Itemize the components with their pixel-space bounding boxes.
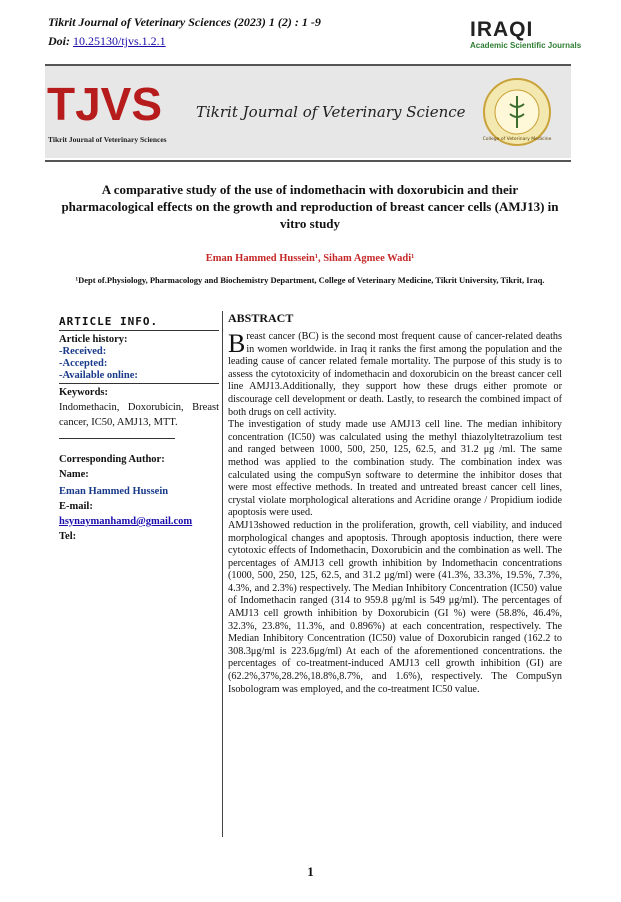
article-history-label: Article history: bbox=[59, 334, 128, 345]
abstract-section bbox=[228, 311, 562, 696]
article-info-panel bbox=[59, 315, 219, 544]
iraqi-journals-logo bbox=[470, 20, 590, 60]
doi-line bbox=[48, 34, 166, 49]
corresponding-author-name: Eman Hammed Hussein bbox=[59, 486, 169, 497]
seal-caption: College of Veterinary Medicine bbox=[482, 137, 552, 142]
column-divider bbox=[222, 311, 223, 837]
iraqi-logo-subtitle: Academic Scientific Journals bbox=[470, 41, 582, 50]
abstract-paragraph-2: The investigation of study made use AMJ13 cell line. The median inhibitory concentration (IC50) was calculated using the methyl thiazolyltetrazolium test and ranged between 1000, 500, 250, 125, 62.5, and 31.2 μg /ml. The same method was applied to the combination study. The combination index was calculated using the compuSyn software to determine the inhibitor doses that were most effective methods. In treated and untreated breast cancer cell lines, crystal violate morphological alterations and Acridine orange / Propidium iodide apoptosis were used. bbox=[228, 419, 562, 519]
journal-citation: Tikrit Journal of Veterinary Sciences (2023) 1 (2) : 1 -9 bbox=[48, 15, 321, 29]
corresponding-author-email[interactable]: hsynaymanhamd@gmail.com bbox=[59, 516, 193, 527]
iraqi-logo-word: IRAQI bbox=[470, 18, 534, 41]
keywords-label: Keywords: bbox=[59, 387, 108, 398]
university-seal-icon bbox=[482, 74, 552, 150]
page-number: 1 bbox=[307, 864, 314, 879]
abstract-dropcap: B bbox=[228, 329, 246, 358]
email-label: E-mail: bbox=[59, 501, 93, 512]
tel-label: Tel: bbox=[59, 531, 77, 542]
header-rule-bottom bbox=[45, 160, 571, 162]
article-title: A comparative study of the use of indomethacin with doxorubicin and their pharmacological effects on the growth and reproduction of breast cancer cells (AMJ13) in vitro study bbox=[61, 182, 559, 231]
article-affiliation: ¹Dept of.Physiology, Pharmacology and Biochemistry Department, College of Veterinary Medicine, Tikrit University, Tikrit, Iraq. bbox=[75, 275, 545, 285]
history-received: -Received: bbox=[59, 346, 107, 357]
history-divider bbox=[59, 383, 219, 384]
tjvs-logo-caption: Tikrit Journal of Veterinary Sciences bbox=[48, 135, 167, 144]
name-label: Name: bbox=[59, 469, 89, 480]
abstract-paragraph-1-text: reast cancer (BC) is the second most frequent cause of cancer-related deaths in women worldwide. in Iraq it ranks the first among the population and the leading cause of cancer related female mortality. The purpose of this study is to assess the cytotoxicity of indomethacin and doxorubicin on the breast cancer cell line AMJ13.Additionally, they support how these drugs either promote or discourage cell development or death. Lastly, to research the combined impact of both drugs on cell activity. bbox=[228, 331, 562, 418]
article-info-heading: ARTICLE INFO. bbox=[59, 315, 219, 331]
article-authors: Eman Hammed Hussein¹, Siham Agmee Wadi¹ bbox=[205, 253, 415, 264]
doi-label: Doi: bbox=[48, 34, 70, 48]
keywords-divider bbox=[59, 438, 175, 439]
tjvs-logo-icon bbox=[45, 70, 167, 152]
history-accepted: -Accepted: bbox=[59, 358, 108, 369]
keywords-list: Indomethacin, Doxorubicin, Breast cancer, IC50, AMJ13, MTT. bbox=[59, 402, 219, 428]
corresponding-author-label: Corresponding Author: bbox=[59, 454, 165, 465]
banner-journal-title: Tikrit Journal of Veterinary Science bbox=[196, 103, 466, 121]
history-available-online: -Available online: bbox=[59, 370, 138, 381]
abstract-paragraph-3: AMJ13showed reduction in the proliferation, growth, cell viability, and induced morphological changes and apoptosis. Through apoptosis induction, there were cytotoxic effects of Indomethacin, Doxorubicin and the combination as well. The percentages of AMJ13 cell growth inhibition by Indomethacin concentrations (1000, 500, 250, 125, 62.5, and 31.2 μg/ml) were (41.3%, 33.3%, 19.5%, 7.3%, 4.3%, and 2.3%) respectively. The Median Inhibitory Concentration (IC50) value of Indomethacin ranged (314 to 959.8 μg/ml is 549 μg/ml). The percentages of AMJ13 cell growth inhibition by Doxorubicin (GI %) were (58.8%, 46.4%, 32.3%, 23.8%, 11.3%, and 0.896%) at each concentration, respectively. The Median Inhibitory Concentration (IC50) value of Doxorubicin ranged (162.2 to 308.3μg/ml is 223.6μg/ml) At each of the aforementioned concentrations. the percentages of co-treatment-induced AMJ13 cell growth inhibition (GI) are (62.2%,37%,28.2%,18.8%,8.7%, and 1.6%), respectively. The CompuSyn Isobologram was employed, and the co-treatment IC50 value. bbox=[228, 519, 562, 695]
doi-link[interactable]: 10.25130/tjvs.1.2.1 bbox=[73, 34, 166, 48]
abstract-heading: ABSTRACT bbox=[228, 311, 294, 325]
tjvs-logo-letters: TJVS bbox=[47, 78, 163, 130]
abstract-paragraph-1 bbox=[228, 331, 562, 419]
